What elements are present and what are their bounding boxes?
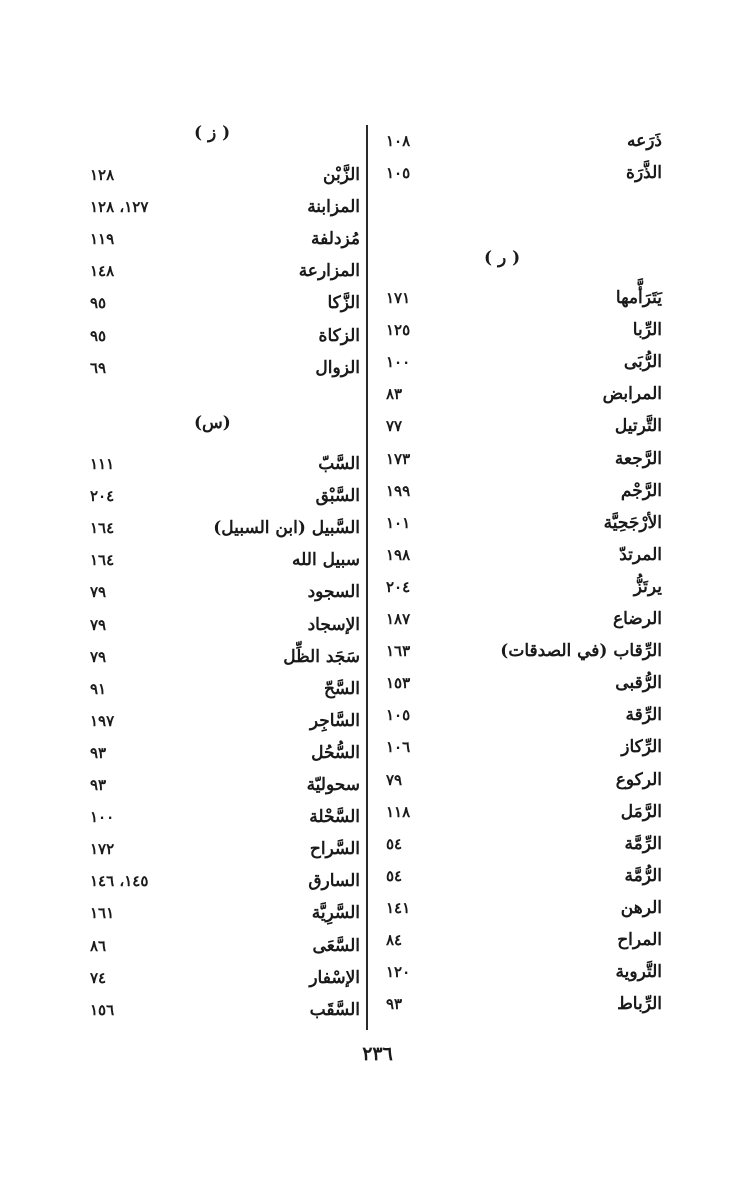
list-item: [78, 256, 360, 286]
index-term: ذَرَعه: [626, 131, 662, 151]
page-reference: ٧٩: [90, 647, 107, 666]
page-reference: ١٥٦: [90, 1000, 115, 1019]
index-term: الأرْجَحِيَّة: [603, 512, 662, 533]
page-reference: ٩٣: [90, 743, 107, 762]
page-reference: ١٩٩: [386, 481, 411, 500]
index-term: يرتَزُّ: [633, 576, 662, 597]
list-item: [78, 545, 360, 575]
index-term: المرابض: [602, 384, 662, 405]
column-divider: [366, 125, 368, 1030]
index-term: السَّاجِر: [309, 710, 360, 731]
list-item: [372, 797, 662, 827]
index-term: الرَّجعة: [614, 448, 662, 469]
page-reference: ١٢٧، ١٢٨: [90, 198, 149, 217]
list-item: [78, 931, 360, 961]
index-term: التَّروية: [615, 962, 662, 983]
list-item: [78, 449, 360, 479]
page-reference: ١٢٠: [386, 963, 411, 982]
page-reference: ١٠٥: [386, 164, 411, 182]
page-reference: ٢٠٤: [386, 577, 411, 596]
list-item: [372, 957, 662, 987]
list-item: [372, 829, 662, 859]
index-term: السَّراح: [309, 839, 360, 860]
list-item: [372, 572, 662, 602]
list-item: [372, 379, 662, 409]
list-item: [78, 192, 360, 222]
list-item: [372, 604, 662, 634]
page-reference: ٨٦: [90, 936, 107, 955]
page-reference: ١٩٧: [90, 711, 115, 730]
index-term: الإسجاد: [307, 614, 360, 635]
index-term: الرهن: [620, 897, 662, 918]
index-term: المزابنة: [307, 197, 360, 218]
page-reference: ٨٣: [386, 385, 403, 404]
list-item: [372, 476, 662, 506]
page-reference: ١١١: [90, 455, 115, 473]
page-reference: ١٢٥: [386, 321, 411, 340]
list-item: [372, 283, 662, 313]
index-term: الرِّبا: [632, 320, 662, 341]
list-item: [78, 224, 360, 254]
page-reference: ١٩٨: [386, 545, 411, 564]
page-number: ٢٣٦: [362, 1043, 393, 1065]
list-item: [78, 963, 360, 993]
index-term: سبيل الله: [292, 550, 360, 571]
page-reference: ١١٩: [90, 230, 115, 249]
index-term: المراح: [617, 930, 662, 950]
index-term: السَّبْق: [315, 486, 360, 507]
page-reference: ٨٤: [386, 931, 403, 949]
page-reference: ٧٧: [386, 417, 403, 436]
index-term: الرِّباط: [617, 994, 662, 1015]
index-term: مُزدلفة: [311, 229, 360, 250]
page-reference: ١٤٨: [90, 262, 115, 281]
index-term: الزكاة: [318, 325, 360, 346]
index-term: الرِّقاب (في الصدقات): [500, 641, 662, 662]
list-item: [78, 353, 360, 383]
list-item: [372, 732, 662, 762]
page-reference: ١٠٠: [386, 353, 411, 372]
list-item: [372, 347, 662, 377]
list-item: [372, 893, 662, 923]
page-reference: ١٤١: [386, 898, 411, 917]
section-heading-sin: (س): [194, 413, 231, 433]
list-item: [372, 315, 662, 345]
index-term: السَّعَى: [312, 935, 360, 956]
index-term: الذَّرَة: [626, 163, 662, 183]
list-item: [78, 610, 360, 640]
index-term: يَتَرَأَّمها: [615, 288, 662, 308]
index-term: السارق: [308, 871, 360, 892]
list-item: [78, 481, 360, 511]
index-term: السَّحْلة: [309, 807, 360, 828]
list-item: [372, 508, 662, 538]
section-heading-ra: ( ر ): [484, 248, 521, 268]
page-reference: ٢٠٤: [90, 487, 115, 506]
index-term: سحوليّة: [306, 775, 360, 795]
index-term: الرَّجْم: [620, 480, 662, 501]
page-reference: ٩١: [90, 679, 107, 698]
page-reference: ١٧٢: [90, 840, 115, 859]
section-heading-zay: ( ز ): [194, 123, 231, 143]
index-term: الرَّمَل: [620, 801, 662, 822]
list-item: [372, 668, 662, 698]
list-item: [78, 770, 360, 800]
page-reference: ١٠٦: [386, 738, 411, 757]
index-term: الرِّقة: [625, 705, 662, 726]
page-reference: ٧٤: [90, 968, 107, 987]
index-term: الزوال: [315, 357, 360, 378]
list-item: [372, 925, 662, 955]
page-reference: ٦٩: [90, 358, 107, 377]
list-item: [78, 802, 360, 832]
list-item: [372, 444, 662, 474]
list-item: [78, 674, 360, 704]
index-term: الزَّكا: [327, 293, 360, 314]
page-reference: ١٠٠: [90, 808, 115, 827]
index-term: السَّقَب: [309, 999, 360, 1020]
index-term: السجود: [307, 582, 360, 603]
page-reference: ١٠١: [386, 513, 411, 532]
page-reference: ١٧١: [386, 289, 411, 307]
page-reference: ١٤٥، ١٤٦: [90, 872, 149, 891]
index-term: السَّرِيَّة: [311, 903, 360, 924]
page-reference: ١٠٨: [386, 132, 411, 150]
page-reference: ١٠٥: [386, 706, 411, 725]
page-reference: ٩٥: [90, 326, 107, 345]
page-reference: ٥٤: [386, 834, 403, 853]
index-term: السَّبيل (ابن السبيل): [213, 518, 360, 539]
list-item: [78, 706, 360, 736]
list-item: [372, 700, 662, 730]
index-term: الرِّمَّة: [624, 833, 662, 854]
list-item: [78, 577, 360, 607]
index-term: الرُّبَى: [623, 352, 662, 373]
list-item: [372, 861, 662, 891]
list-item: [372, 989, 662, 1019]
list-item: [78, 866, 360, 896]
page-reference: ١٨٧: [386, 610, 411, 628]
page-reference: ١٥٣: [386, 674, 411, 693]
list-item: [372, 158, 662, 188]
index-term: السَّحّ: [323, 678, 360, 699]
index-term: السَّبّ: [318, 454, 360, 474]
page-reference: ١٦٤: [90, 551, 115, 570]
index-term: الرضاع: [612, 609, 662, 629]
list-item: [78, 321, 360, 351]
index-term: الركوع: [615, 769, 662, 790]
page-reference: ١٦٣: [386, 642, 411, 661]
index-term: الرُّمَّة: [624, 865, 662, 886]
list-item: [78, 288, 360, 318]
page-reference: ١٢٨: [90, 166, 115, 184]
index-term: الزَّبْن: [323, 165, 360, 185]
page-reference: ٩٣: [386, 995, 403, 1014]
list-item: [78, 160, 360, 190]
list-item: [78, 642, 360, 672]
list-item: [372, 411, 662, 441]
index-term: السُّحُل: [311, 742, 360, 763]
list-item: [372, 636, 662, 666]
page-reference: ٧٩: [90, 583, 107, 602]
index-term: الرِّكاز: [621, 737, 662, 758]
index-term: الرُّقبى: [615, 673, 662, 694]
page-reference: ١٦٤: [90, 519, 115, 538]
list-item: [78, 995, 360, 1025]
page-reference: ٩٥: [90, 294, 107, 313]
page-reference: ٩٣: [90, 776, 107, 794]
index-term: المزارعة: [298, 261, 360, 282]
index-term: التَّرتيل: [614, 416, 662, 437]
list-item: [372, 126, 662, 156]
page-reference: ١٦١: [90, 904, 115, 923]
list-item: [78, 898, 360, 928]
list-item: [78, 513, 360, 543]
index-term: سَجَد الظِّل: [283, 646, 360, 667]
page-reference: ٥٤: [386, 866, 403, 885]
page-reference: ٧٩: [386, 770, 403, 789]
list-item: [372, 540, 662, 570]
list-item: [372, 765, 662, 795]
list-item: [78, 834, 360, 864]
page-reference: ٧٩: [90, 615, 107, 634]
index-term: المرتدّ: [619, 544, 662, 565]
page-reference: ١١٨: [386, 802, 411, 821]
list-item: [78, 738, 360, 768]
index-term: الإسْفار: [309, 967, 360, 988]
page-reference: ١٧٣: [386, 449, 411, 468]
